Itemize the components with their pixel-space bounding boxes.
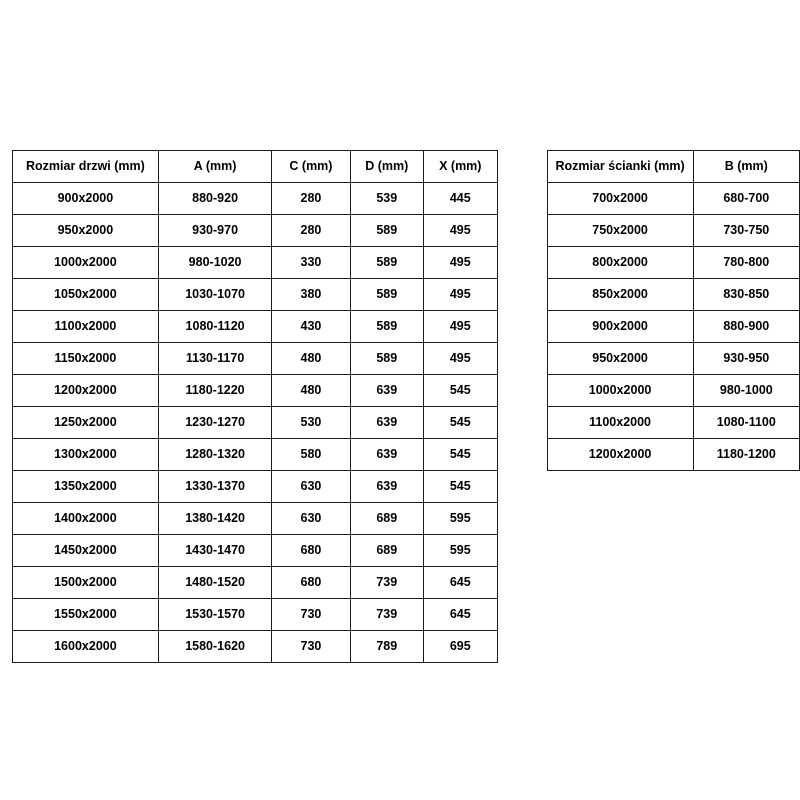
column-header-b: B (mm)	[693, 151, 799, 183]
cell-x: 545	[424, 407, 498, 439]
cell-c: 430	[272, 311, 350, 343]
table-row	[13, 311, 498, 343]
cell-a: 1580-1620	[158, 631, 272, 663]
table-row	[13, 503, 498, 535]
table-row	[13, 567, 498, 599]
cell-x: 445	[424, 183, 498, 215]
cell-c: 480	[272, 343, 350, 375]
column-header-a: A (mm)	[158, 151, 272, 183]
cell-door-size: 1050x2000	[13, 279, 159, 311]
wall-table-head	[547, 151, 799, 183]
cell-c: 530	[272, 407, 350, 439]
cell-x: 545	[424, 375, 498, 407]
cell-wall-size: 1000x2000	[547, 375, 693, 407]
table-row	[547, 183, 799, 215]
cell-wall-size: 900x2000	[547, 311, 693, 343]
cell-a: 1480-1520	[158, 567, 272, 599]
cell-d: 639	[350, 375, 424, 407]
cell-b: 880-900	[693, 311, 799, 343]
cell-c: 630	[272, 503, 350, 535]
table-row	[547, 343, 799, 375]
cell-a: 1380-1420	[158, 503, 272, 535]
column-header-x: X (mm)	[424, 151, 498, 183]
cell-c: 580	[272, 439, 350, 471]
cell-c: 630	[272, 471, 350, 503]
cell-d: 589	[350, 279, 424, 311]
table-row	[13, 439, 498, 471]
cell-wall-size: 800x2000	[547, 247, 693, 279]
cell-c: 730	[272, 631, 350, 663]
cell-x: 695	[424, 631, 498, 663]
wall-table-container	[547, 150, 800, 471]
doors-table-container	[12, 150, 498, 663]
table-header-row	[13, 151, 498, 183]
table-row	[13, 247, 498, 279]
cell-x: 495	[424, 311, 498, 343]
cell-d: 639	[350, 471, 424, 503]
cell-a: 1530-1570	[158, 599, 272, 631]
cell-door-size: 1100x2000	[13, 311, 159, 343]
doors-table-head	[13, 151, 498, 183]
doors-size-table	[12, 150, 498, 663]
cell-c: 480	[272, 375, 350, 407]
table-row	[13, 631, 498, 663]
cell-a: 1280-1320	[158, 439, 272, 471]
cell-a: 1330-1370	[158, 471, 272, 503]
cell-door-size: 950x2000	[13, 215, 159, 247]
cell-d: 639	[350, 439, 424, 471]
cell-d: 789	[350, 631, 424, 663]
cell-door-size: 1350x2000	[13, 471, 159, 503]
cell-c: 380	[272, 279, 350, 311]
cell-door-size: 1550x2000	[13, 599, 159, 631]
cell-door-size: 1450x2000	[13, 535, 159, 567]
cell-a: 880-920	[158, 183, 272, 215]
cell-x: 495	[424, 279, 498, 311]
cell-d: 589	[350, 343, 424, 375]
table-row	[547, 215, 799, 247]
cell-a: 1430-1470	[158, 535, 272, 567]
column-header-wall-size: Rozmiar ścianki (mm)	[547, 151, 693, 183]
table-row	[547, 311, 799, 343]
cell-x: 495	[424, 343, 498, 375]
table-header-row	[547, 151, 799, 183]
cell-wall-size: 850x2000	[547, 279, 693, 311]
cell-a: 1080-1120	[158, 311, 272, 343]
cell-c: 680	[272, 567, 350, 599]
table-row	[13, 183, 498, 215]
cell-door-size: 1600x2000	[13, 631, 159, 663]
table-row	[13, 471, 498, 503]
cell-a: 930-970	[158, 215, 272, 247]
cell-x: 595	[424, 503, 498, 535]
cell-a: 1130-1170	[158, 343, 272, 375]
cell-d: 739	[350, 599, 424, 631]
cell-c: 330	[272, 247, 350, 279]
cell-d: 589	[350, 247, 424, 279]
tables-row	[0, 150, 800, 663]
cell-door-size: 1300x2000	[13, 439, 159, 471]
table-row	[13, 343, 498, 375]
cell-door-size: 1250x2000	[13, 407, 159, 439]
cell-x: 645	[424, 567, 498, 599]
cell-x: 495	[424, 215, 498, 247]
table-row	[13, 375, 498, 407]
cell-door-size: 900x2000	[13, 183, 159, 215]
cell-x: 545	[424, 471, 498, 503]
table-row	[13, 599, 498, 631]
cell-wall-size: 950x2000	[547, 343, 693, 375]
column-header-door-size: Rozmiar drzwi (mm)	[13, 151, 159, 183]
cell-x: 545	[424, 439, 498, 471]
cell-b: 680-700	[693, 183, 799, 215]
cell-x: 645	[424, 599, 498, 631]
table-row	[13, 215, 498, 247]
cell-a: 1230-1270	[158, 407, 272, 439]
cell-b: 730-750	[693, 215, 799, 247]
table-row	[547, 247, 799, 279]
cell-d: 589	[350, 311, 424, 343]
cell-d: 539	[350, 183, 424, 215]
cell-a: 980-1020	[158, 247, 272, 279]
table-row	[13, 407, 498, 439]
cell-b: 830-850	[693, 279, 799, 311]
cell-d: 589	[350, 215, 424, 247]
wall-size-table	[547, 150, 800, 471]
cell-wall-size: 700x2000	[547, 183, 693, 215]
cell-door-size: 1500x2000	[13, 567, 159, 599]
table-row	[547, 279, 799, 311]
cell-a: 1030-1070	[158, 279, 272, 311]
table-row	[547, 407, 799, 439]
cell-door-size: 1200x2000	[13, 375, 159, 407]
cell-wall-size: 1100x2000	[547, 407, 693, 439]
cell-d: 639	[350, 407, 424, 439]
cell-b: 980-1000	[693, 375, 799, 407]
cell-x: 495	[424, 247, 498, 279]
cell-c: 680	[272, 535, 350, 567]
cell-c: 280	[272, 183, 350, 215]
cell-x: 595	[424, 535, 498, 567]
cell-d: 689	[350, 503, 424, 535]
cell-c: 280	[272, 215, 350, 247]
doors-table-body	[13, 183, 498, 663]
column-header-d: D (mm)	[350, 151, 424, 183]
table-row	[13, 279, 498, 311]
cell-b: 930-950	[693, 343, 799, 375]
cell-d: 739	[350, 567, 424, 599]
cell-wall-size: 1200x2000	[547, 439, 693, 471]
cell-c: 730	[272, 599, 350, 631]
cell-door-size: 1150x2000	[13, 343, 159, 375]
cell-d: 689	[350, 535, 424, 567]
table-row	[13, 535, 498, 567]
cell-b: 1080-1100	[693, 407, 799, 439]
cell-door-size: 1400x2000	[13, 503, 159, 535]
cell-b: 780-800	[693, 247, 799, 279]
wall-table-body	[547, 183, 799, 471]
cell-door-size: 1000x2000	[13, 247, 159, 279]
cell-a: 1180-1220	[158, 375, 272, 407]
column-header-c: C (mm)	[272, 151, 350, 183]
table-row	[547, 375, 799, 407]
cell-wall-size: 750x2000	[547, 215, 693, 247]
spec-sheet	[0, 150, 800, 663]
cell-b: 1180-1200	[693, 439, 799, 471]
table-row	[547, 439, 799, 471]
